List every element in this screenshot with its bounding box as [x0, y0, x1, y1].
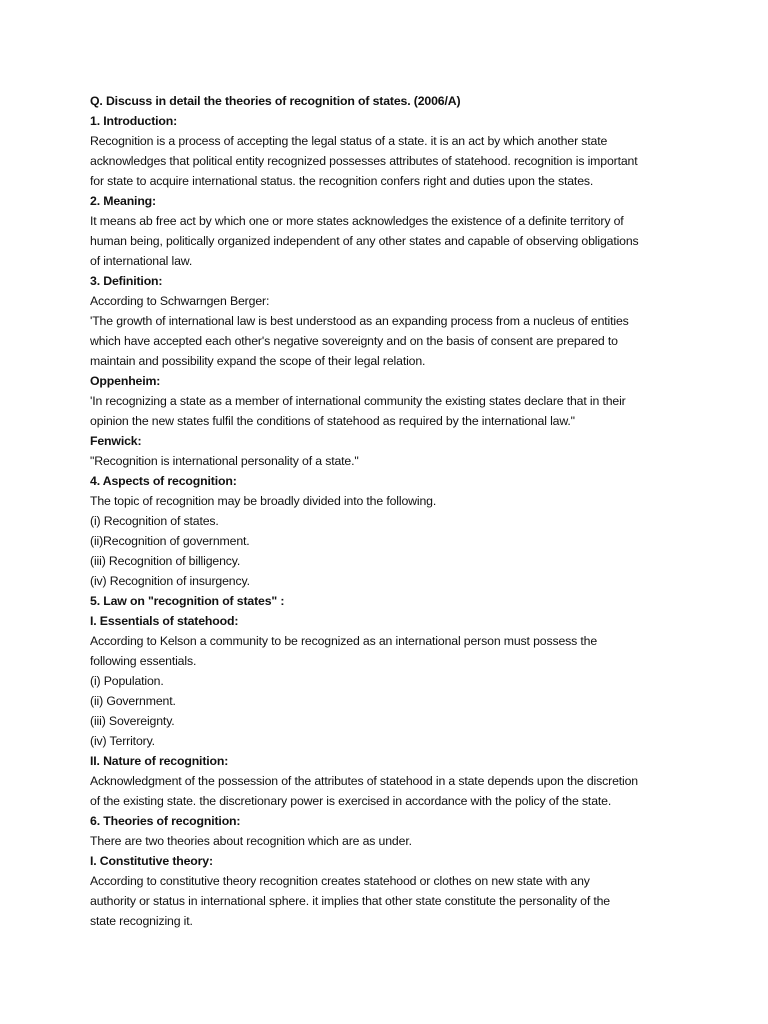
- section-heading: 4. Aspects of recognition:: [90, 474, 237, 488]
- paragraph-line: There are two theories about recognition which are as under.: [90, 834, 412, 848]
- subheading: Fenwick:: [90, 434, 142, 448]
- paragraph-line: maintain and possibility expand the scope of their legal relation.: [90, 354, 426, 368]
- list-item: (iii) Recognition of billigency.: [90, 554, 241, 568]
- paragraph-line: acknowledges that political entity recognized possesses attributes of statehood. recognition is important: [90, 154, 638, 168]
- paragraph-line: According to Kelson a community to be recognized as an international person must possess the: [90, 634, 598, 648]
- section-heading: 2. Meaning:: [90, 194, 156, 208]
- list-item: (iii) Sovereignty.: [90, 714, 175, 728]
- paragraph-line: of the existing state. the discretionary power is exercised in accordance with the policy of the state.: [90, 794, 612, 808]
- document-page: [90, 91, 690, 931]
- paragraph-line: which have accepted each other's negative sovereignty and on the basis of consent are prepared to: [90, 334, 618, 348]
- list-item: (ii) Government.: [90, 694, 176, 708]
- paragraph-line: human being, politically organized independent of any other states and capable of observing obligations: [90, 234, 639, 248]
- paragraph-line: 'In recognizing a state as a member of international community the existing states declare that in their: [90, 394, 626, 408]
- section-heading: 5. Law on "recognition of states" :: [90, 594, 285, 608]
- paragraph-line: opinion the new states fulfil the conditions of statehood as required by the international law.": [90, 414, 575, 428]
- subheading: I. Essentials of statehood:: [90, 614, 239, 628]
- paragraph-line: authority or status in international sphere. it implies that other state constitute the personality of the: [90, 894, 610, 908]
- paragraph-line: According to Schwarngen Berger:: [90, 294, 270, 308]
- section-heading: 3. Definition:: [90, 274, 163, 288]
- paragraph-line: 'The growth of international law is best understood as an expanding process from a nucleus of entities: [90, 314, 629, 328]
- section-heading: 1. Introduction:: [90, 114, 178, 128]
- list-item: (i) Recognition of states.: [90, 514, 219, 528]
- paragraph-line: of international law.: [90, 254, 193, 268]
- paragraph-line: for state to acquire international status. the recognition confers right and duties upon the states.: [90, 174, 594, 188]
- paragraph-line: state recognizing it.: [90, 914, 193, 928]
- paragraph-line: Recognition is a process of accepting the legal status of a state. it is an act by which another state: [90, 134, 608, 148]
- list-item: (iv) Recognition of insurgency.: [90, 574, 250, 588]
- paragraph-line: The topic of recognition may be broadly divided into the following.: [90, 494, 437, 508]
- subheading: I. Constitutive theory:: [90, 854, 213, 868]
- subheading: Oppenheim:: [90, 374, 161, 388]
- list-item: (i) Population.: [90, 674, 164, 688]
- paragraph-line: It means ab free act by which one or more states acknowledges the existence of a definite territory of: [90, 214, 624, 228]
- paragraph-line: Acknowledgment of the possession of the attributes of statehood in a state depends upon the discretion: [90, 774, 638, 788]
- subheading: II. Nature of recognition:: [90, 754, 229, 768]
- section-heading: 6. Theories of recognition:: [90, 814, 241, 828]
- question-heading: Q. Discuss in detail the theories of recognition of states. (2006/A): [90, 94, 461, 108]
- paragraph-line: following essentials.: [90, 654, 197, 668]
- paragraph-line: According to constitutive theory recognition creates statehood or clothes on new state with any: [90, 874, 590, 888]
- list-item: (ii)Recognition of government.: [90, 534, 250, 548]
- paragraph-line: "Recognition is international personality of a state.": [90, 454, 359, 468]
- list-item: (iv) Territory.: [90, 734, 155, 748]
